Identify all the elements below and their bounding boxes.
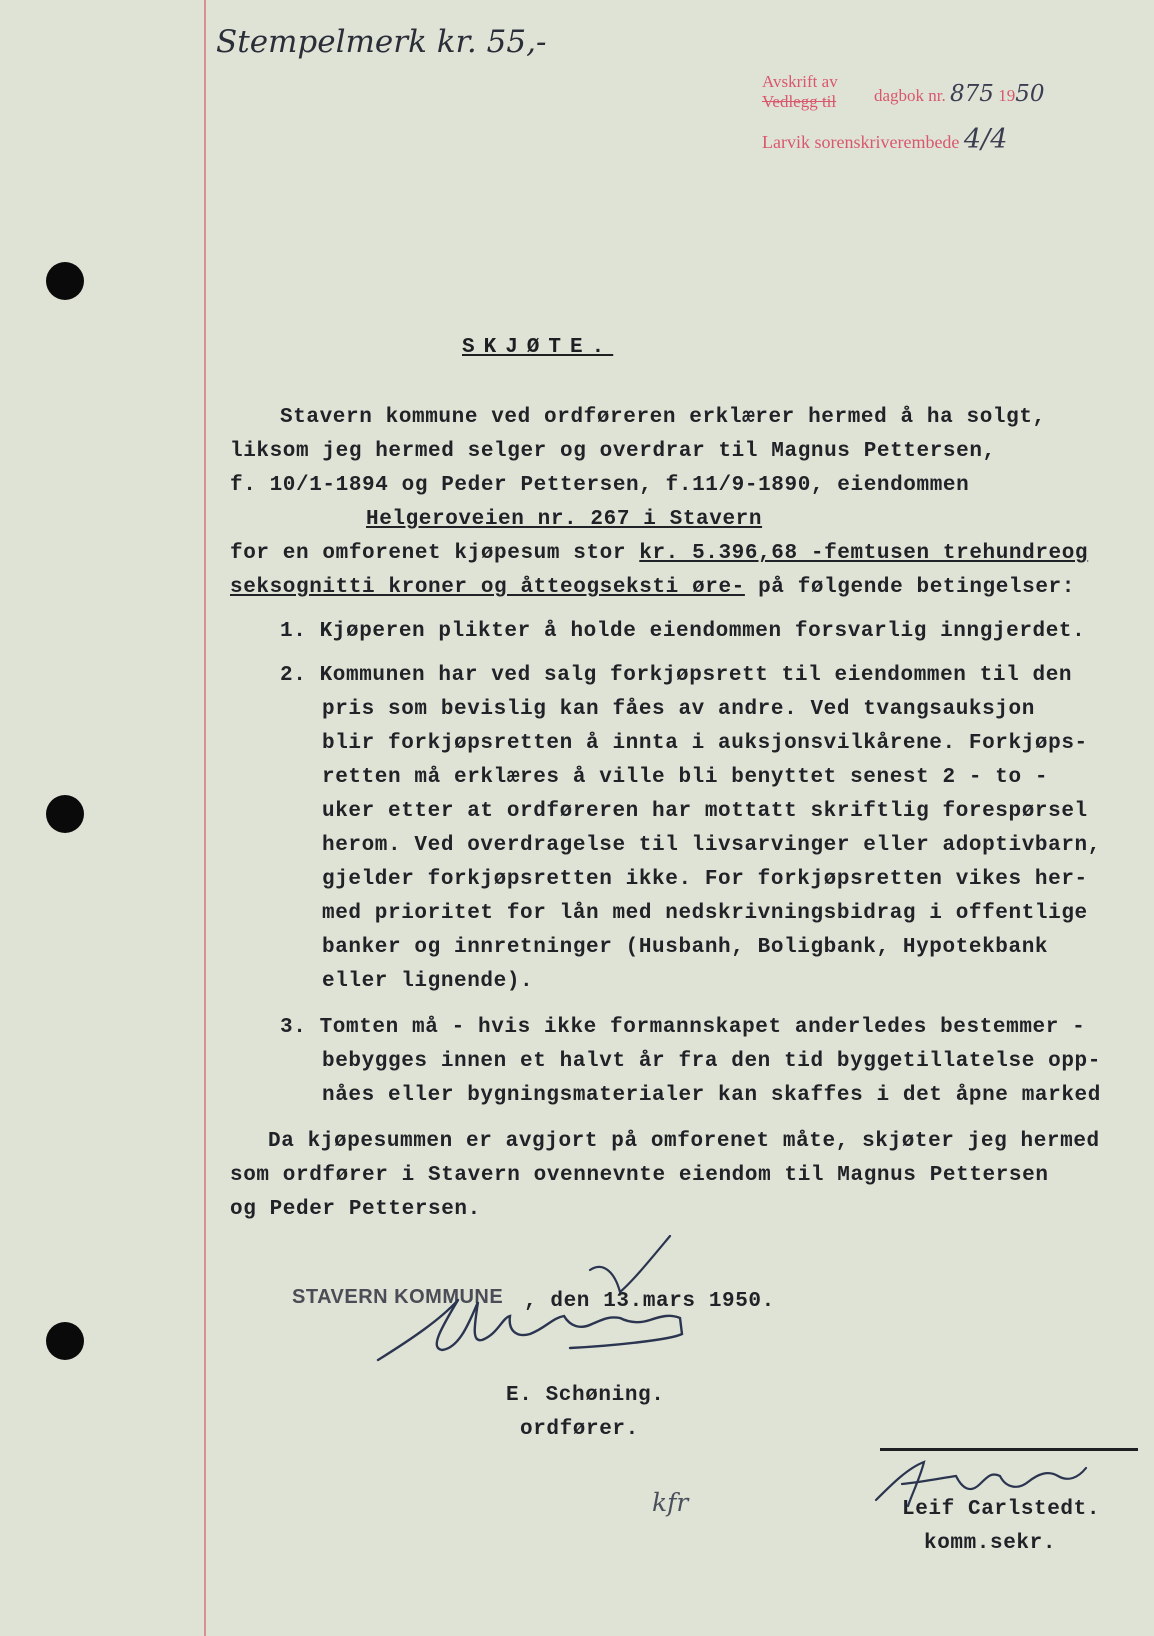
purchase-sum-label: for en omforenet kjøpesum stor [230, 542, 627, 565]
stamp-avskrift: Avskrift av [762, 72, 838, 91]
secretary-name: Leif Carlstedt. [902, 1498, 1101, 1521]
margin-line [204, 0, 206, 1636]
condition-2-line-3: blir forkjøpsretten å innta i auksjonsvilkårene. Forkjøps- [322, 732, 1088, 755]
municipality-stamp: STAVERN KOMMUNE [292, 1286, 504, 1308]
mayor-title: ordfører. [520, 1418, 639, 1441]
stamp-office: Larvik sorenskriverembede [762, 132, 960, 152]
mayor-name: E. Schøning. [506, 1384, 665, 1407]
stamp-dagbok-label: dagbok nr. [874, 86, 946, 105]
body-line-1: Stavern kommune ved ordføreren erklærer hermed å ha solgt, [280, 406, 1046, 429]
condition-2-line-1: 2. Kommunen har ved salg forkjøpsrett til eiendommen til den [280, 664, 1073, 687]
document-title: SKJØTE. [462, 336, 614, 359]
condition-2-line-7: gjelder forkjøpsretten ikke. For forkjøpsretten vikes her- [322, 868, 1088, 891]
dagbok-number: 875 [950, 81, 994, 107]
secretary-title: komm.sekr. [924, 1532, 1057, 1555]
punch-hole-bottom [46, 1322, 84, 1360]
registry-stamp [762, 72, 838, 112]
punch-hole-middle [46, 795, 84, 833]
purchase-sum-words: seksognitti kroner og åtteogseksti øre- [230, 576, 745, 599]
mayor-signature [370, 1230, 750, 1370]
condition-2-line-4: retten må erklæres å ville bli benyttet senest 2 - to - [322, 766, 1049, 789]
condition-2-line-9: banker og innretninger (Husbanh, Boligbank, Hypotekbank [322, 936, 1049, 959]
closing-line-1: Da kjøpesummen er avgjort på omforenet måte, skjøter jeg hermed [268, 1130, 1100, 1153]
punch-hole-top [46, 262, 84, 300]
conditions-intro: på følgende betingelser: [758, 576, 1075, 599]
body-line-3: f. 10/1-1894 og Peder Pettersen, f.11/9-1890, eiendommen [230, 474, 970, 497]
signing-date: , den 13.mars 1950. [524, 1290, 775, 1313]
condition-2-line-5: uker etter at ordføreren har mottatt skriftlig forespørsel [322, 800, 1088, 823]
body-line-2: liksom jeg hermed selger og overdrar til Magnus Pettersen, [230, 440, 996, 463]
purchase-sum: kr. 5.396,68 -femtusen trehundreog [639, 542, 1089, 565]
condition-2-line-8: med prioritet for lån med nedskrivningsbidrag i offentlige [322, 902, 1088, 925]
condition-3-line-1: 3. Tomten må - hvis ikke formannskapet anderledes bestemmer - [280, 1016, 1086, 1039]
condition-2-line-10: eller lignende). [322, 970, 534, 993]
closing-line-3: og Peder Pettersen. [230, 1198, 481, 1221]
body-line-6 [230, 576, 1075, 599]
signature-line [880, 1448, 1138, 1451]
condition-3-line-2: bebygges innen et halvt år fra den tid byggetillatelse opp- [322, 1050, 1101, 1073]
stamp-year-prefix: 19 [998, 86, 1016, 105]
body-line-5 [230, 542, 1088, 565]
condition-2-line-2: pris som bevislig kan fåes av andre. Ved tvangsauksjon [322, 698, 1035, 721]
condition-1: 1. Kjøperen plikter å holde eiendommen forsvarlig inngjerdet. [280, 620, 1086, 643]
handwritten-stamp-fee: Stempelmerk kr. 55,- [216, 24, 547, 60]
stamp-vedlegg: Vedlegg til [762, 92, 837, 111]
stamp-office-line [762, 124, 1008, 155]
handwritten-initials: kfr [652, 1488, 689, 1517]
property-address: Helgeroveien nr. 267 i Stavern [366, 508, 763, 531]
closing-line-2: som ordfører i Stavern ovennevnte eiendom til Magnus Pettersen [230, 1164, 1049, 1187]
condition-3-line-3: nåes eller bygningsmaterialer kan skaffes i det åpne marked [322, 1084, 1101, 1107]
stamp-date: 4/4 [963, 124, 1008, 155]
stamp-dagbok-line [874, 81, 1045, 107]
condition-2-line-6: herom. Ved overdragelse til livsarvinger eller adoptivbarn, [322, 834, 1101, 857]
dagbok-year: 50 [1015, 81, 1045, 107]
